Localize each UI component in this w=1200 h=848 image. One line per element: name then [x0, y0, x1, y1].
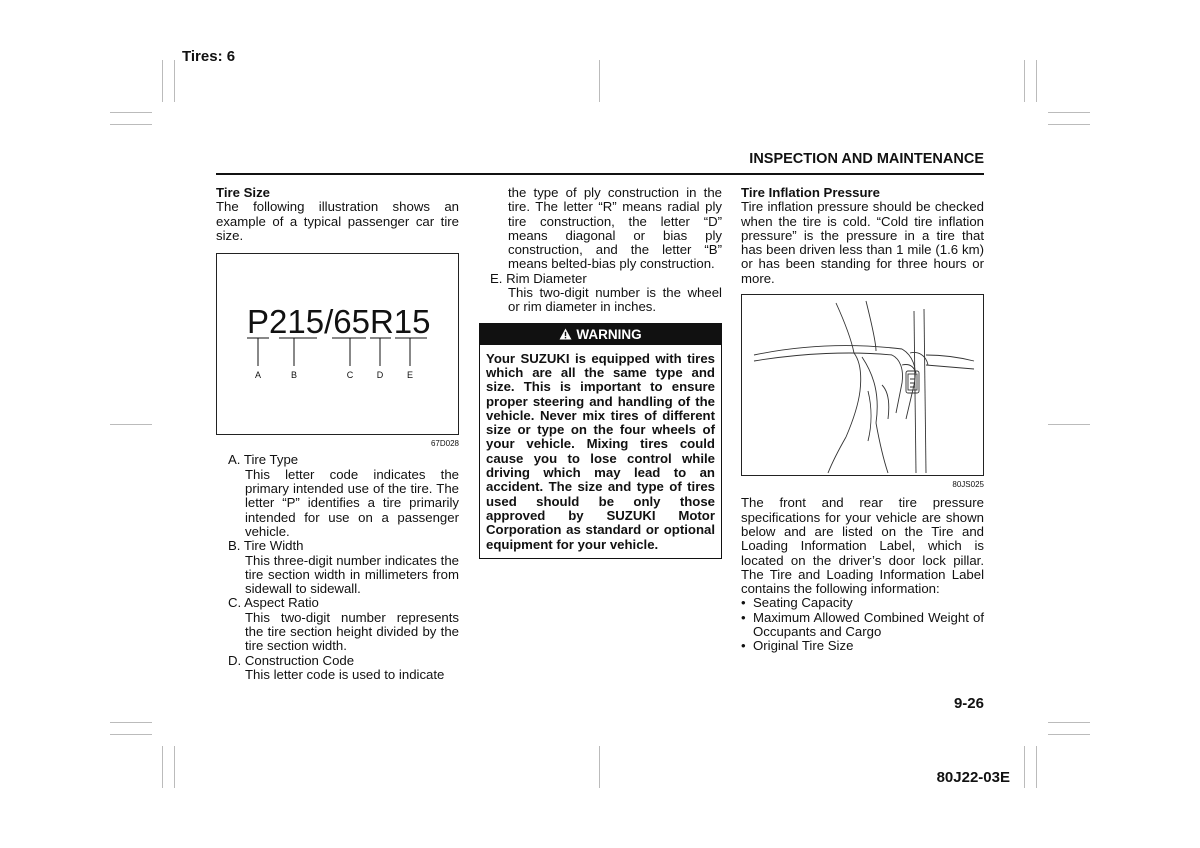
tire-size-code: P215/65R15: [247, 303, 431, 341]
figure-label: 67D028: [430, 439, 459, 449]
crop-mark: [1048, 124, 1090, 125]
crop-mark: [1048, 734, 1090, 735]
crop-mark: [1048, 722, 1090, 723]
marker-a: A: [254, 370, 262, 381]
tire-size-figure: [216, 253, 459, 435]
list-item: [228, 596, 459, 653]
bullet-text: Seating Capacity: [753, 595, 853, 611]
warning-box: [479, 323, 722, 559]
crop-mark: [1024, 60, 1025, 102]
item-title: C. Aspect Ratio: [228, 595, 319, 611]
crop-mark: [599, 746, 600, 788]
crop-mark: [599, 60, 600, 102]
header-rule: [216, 173, 984, 175]
crop-mark: [110, 722, 152, 723]
list-item: [228, 654, 459, 683]
tire-size-intro: The following illustration shows an example of a typical passenger car tire size.: [216, 199, 459, 243]
marker-d: D: [376, 370, 384, 381]
inflation-intro: Tire inflation pressure should be checked when the tire is cold. “Cold tire inflation pressure” is the pressure in a tire that has been driven less than 1 mile (1.6 km) or has been standing for three hours or more.: [741, 199, 984, 286]
crop-mark: [110, 124, 152, 125]
crop-mark: [1036, 60, 1037, 102]
bullet-text: Maximum Allowed Combined Weight of Occupants and Cargo: [753, 609, 984, 640]
item-body: This two-digit number is the wheel or rim diameter in inches.: [508, 285, 722, 315]
item-body: This two-digit number represents the tire section height divided by the tire section width.: [245, 609, 459, 654]
crop-mark: [1036, 746, 1037, 788]
tire-size-diagram: [217, 254, 458, 434]
marker-c: C: [346, 370, 354, 381]
list-item: • Maximum Allowed Combined Weight of Occupants and Cargo: [741, 609, 984, 640]
column-right: [741, 186, 984, 654]
section-title: INSPECTION AND MAINTENANCE: [749, 151, 984, 167]
inflation-heading: Tire Inflation Pressure: [741, 185, 881, 200]
warning-title: WARNING: [576, 326, 642, 342]
tire-size-heading: Tire Size: [216, 185, 270, 200]
construction-continuation: the type of ply construction in the tire. The letter “R” means radial ply tire construction, the letter “D” means diagonal or bias ply construction, and the letter “B” means belted-bias ply construction.: [508, 185, 722, 272]
figure-label: 80JS025: [952, 480, 984, 490]
crop-mark: [1048, 112, 1090, 113]
item-title: E. Rim Diameter: [490, 270, 587, 286]
list-item: • Original Tire Size: [741, 638, 854, 654]
item-title: B. Tire Width: [228, 538, 304, 554]
inflation-body: The front and rear tire pressure specifications for your vehicle are shown below and are listed on the Tire and Loading Information Label, which is located on the driver’s door lock pillar. The Tire and Loading Information Label contains the following information:: [741, 495, 984, 597]
column-left: [216, 186, 459, 682]
crop-mark: [1048, 424, 1090, 425]
crop-mark: [110, 112, 152, 113]
warning-icon: [559, 328, 572, 340]
list-item: [228, 453, 459, 539]
bullet-text: Original Tire Size: [753, 638, 854, 654]
door-pillar-illustration: [742, 295, 983, 475]
item-title: A. Tire Type: [228, 452, 299, 468]
item-title: D. Construction Code: [228, 652, 355, 668]
corner-title: Tires: 6: [182, 48, 236, 65]
marker-b: B: [290, 370, 298, 381]
list-item: • Seating Capacity: [741, 595, 853, 611]
item-body: This letter code indicates the primary intended use of the tire. The letter “P” identifies a tire primarily intended for use on a passenger vehicle.: [245, 466, 459, 539]
door-pillar-figure: [741, 294, 984, 476]
page-number: 9-26: [953, 695, 984, 712]
crop-mark: [162, 60, 163, 102]
warning-text: Your SUZUKI is equipped with tires which are all the same type and size. This is important to ensure proper steering and handling of the vehicle. Never mix tires of different size or type on the four wheels of your vehicle. Mixing tires could cause you to lose control while driving which may lead to an accident. The size and type of tires used should be only those approved by SUZUKI Motor Corporation as standard or optional equipment for your vehicle.: [486, 350, 715, 552]
list-item: [228, 539, 459, 596]
marker-lines: [247, 338, 427, 366]
document-code: 80J22-03E: [936, 769, 1010, 786]
item-body: This letter code is used to indicate: [245, 666, 445, 682]
crop-mark: [110, 424, 152, 425]
marker-e: E: [406, 370, 414, 381]
crop-mark: [1024, 746, 1025, 788]
crop-mark: [162, 746, 163, 788]
crop-mark: [174, 746, 175, 788]
warning-header: [480, 324, 721, 345]
column-middle: [479, 186, 722, 559]
crop-mark: [174, 60, 175, 102]
crop-mark: [110, 734, 152, 735]
item-body: This three-digit number indicates the tire section width in millimeters from sidewall to sidewall.: [245, 552, 459, 597]
